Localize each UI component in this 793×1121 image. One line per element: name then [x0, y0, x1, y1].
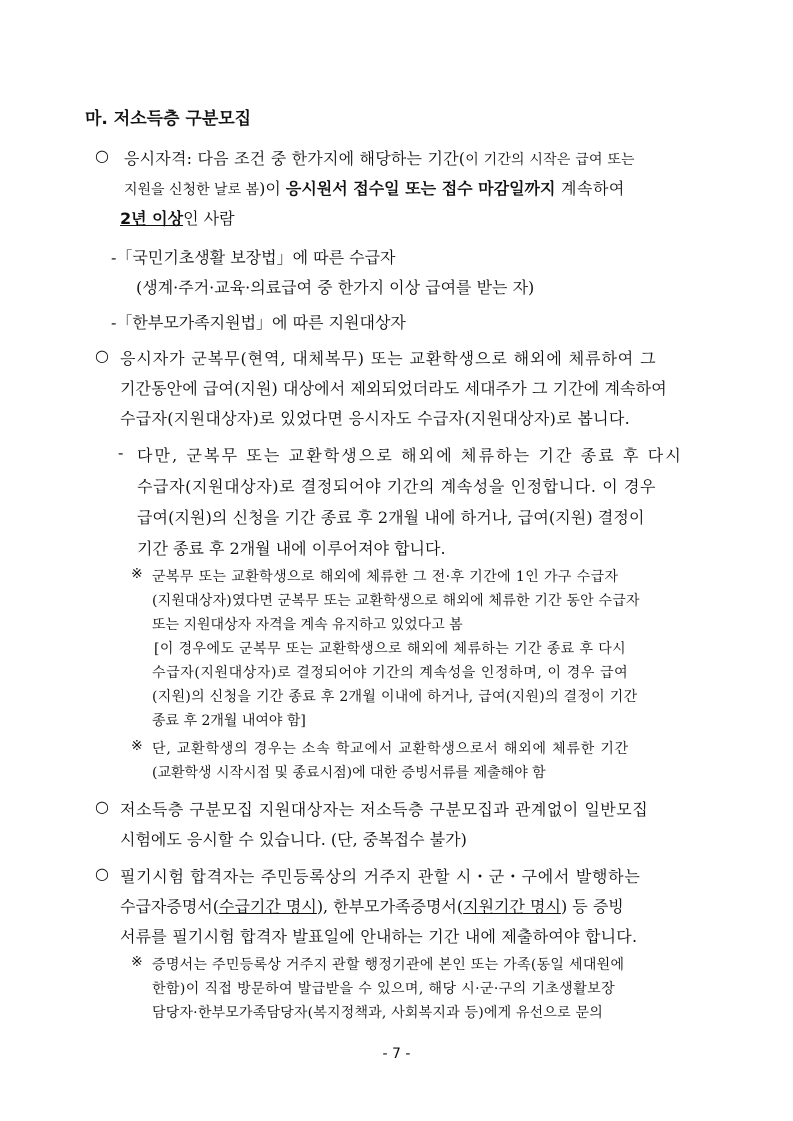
item1-line3-text: 인 사람: [183, 209, 235, 228]
item2-note1-l1: 군복무 또는 교환학생으로 해외에 체류한 그 전·후 기간에 1인 가구 수급자: [152, 569, 619, 585]
item2-note2-l2: (교환학생 시작시점 및 종료시점)에 대한 증빙서류를 제출해야 함: [152, 765, 546, 781]
item4-note-l2: 한함)이 직접 방문하여 발급받을 수 있으며, 해당 시·군·구의 기초생활보장: [152, 981, 616, 997]
item4-line2: [120, 894, 624, 917]
item2-sub1-l1: 다만, 군복무 또는 교환학생으로 해외에 체류하는 기간 종료 후 다시: [137, 446, 683, 465]
item2-note1-l7: 종료 후 2개월 내여야 함]: [152, 713, 306, 729]
item2-note1-l3: 또는 지원대상자 자격을 계속 유지하고 있었다고 봄: [152, 617, 463, 633]
item2-sub1-dash: -: [118, 443, 124, 462]
item4-line2-u1: 수급기간 명시: [218, 897, 317, 916]
item1-line2-small: 지원을 신청한 날로 봄: [124, 182, 260, 198]
note-symbol-2: ※: [131, 738, 143, 754]
item1-line2: [124, 176, 625, 199]
item1-line3-bold: 2년 이상: [120, 209, 184, 228]
item1-sub1: [111, 245, 396, 268]
item4-note-l1: 증명서는 주민등록상 거주지 관할 행정기관에 본인 또는 가족(동일 세대원에: [152, 957, 625, 973]
item4-line2-b: ), 한부모가족증명서(: [316, 897, 464, 916]
item3-line1: 저소득층 구분모집 지원대상자는 저소득층 구분모집과 관계없이 일반모집: [120, 800, 649, 819]
item2-note1-l2: (지원대상자)였다면 군복무 또는 교환학생으로 해외에 체류한 기간 동안 수급자: [152, 593, 640, 609]
item1-line1: [124, 146, 635, 169]
item1-line3: [120, 206, 235, 229]
dash-1: -: [111, 248, 117, 267]
item4-line1: 필기시험 합격자는 주민등록상의 거주지 관할 시・군・구에서 발행하는: [120, 867, 641, 886]
item1-line2-text: )이: [259, 179, 286, 198]
note-symbol-1: ※: [131, 566, 143, 582]
item1-sub2: [111, 310, 406, 333]
item4-line2-a: 수급자증명서(: [120, 897, 219, 916]
bullet-3: ○: [95, 797, 109, 816]
page-number: - 7 -: [382, 1046, 411, 1062]
item2-note1-l5: 수급자(지원대상자)로 결정되어야 기간의 계속성을 인정하며, 이 경우 급여: [152, 665, 629, 681]
section-title: 마. 저소득층 구분모집: [85, 109, 252, 129]
item2-note1-l4: [이 경우에도 군복무 또는 교환학생으로 해외에 체류하는 기간 종료 후 다시: [154, 641, 627, 657]
item1-line1-text: 응시자격: 다음 조건 중 한가지에 해당하는 기간(: [124, 149, 466, 168]
item4-line3: 서류를 필기시험 합격자 발표일에 안내하는 기간 내에 제출하여야 합니다.: [120, 927, 638, 946]
item2-line1: 응시자가 군복무(현역, 대체복무) 또는 교환학생으로 해외에 체류하여 그: [120, 349, 657, 368]
item1-line2-bold: 응시원서 접수일 또는 접수 마감일까지: [285, 179, 556, 198]
item2-line2: 기간동안에 급여(지원) 대상에서 제외되었더라도 세대주가 그 기간에 계속하여: [120, 379, 667, 398]
dash-2: -: [111, 313, 117, 332]
item2-sub1-l2: 수급자(지원대상자)로 결정되어야 기간의 계속성을 인정합니다. 이 경우: [137, 477, 657, 496]
item4-line2-u2: 지원기간 명시: [463, 897, 561, 916]
item2-sub1-l4: 기간 종료 후 2개월 내에 이루어져야 합니다.: [137, 539, 446, 558]
item1-sub1-detail: (생계·주거·교육·의료급여 중 한가지 이상 급여를 받는 자): [136, 278, 535, 297]
note-symbol-3: ※: [131, 954, 143, 970]
bullet-1: ○: [95, 146, 109, 165]
item1-line1-small: 이 기간의 시작은 급여 또는: [465, 152, 635, 168]
item2-line3: 수급자(지원대상자)로 있었다면 응시자도 수급자(지원대상자)로 봅니다.: [120, 409, 631, 428]
bullet-4: ○: [95, 864, 109, 883]
item4-line2-c: ) 등 증빙: [560, 897, 624, 916]
item2-note2-l1: 단, 교환학생의 경우는 소속 학교에서 교환학생으로서 해외에 체류한 기간: [152, 741, 629, 757]
item1-sub2-text: 「한부모가족지원법」에 따른 지원대상자: [116, 313, 406, 332]
item2-note1-l6: (지원)의 신청을 기간 종료 후 2개월 이내에 하거나, 급여(지원)의 결정이 기간: [152, 689, 638, 705]
item4-note-l3: 담당자·한부모가족담당자(복지정책과, 사회복지과 등)에게 유선으로 문의: [152, 1005, 603, 1021]
item3-line2: 시험에도 응시할 수 있습니다. (단, 중복접수 불가): [120, 830, 467, 849]
bullet-2: ○: [95, 346, 109, 365]
item1-sub1-text: 「국민기초생활 보장법」에 따른 수급자: [116, 248, 396, 267]
item2-sub1-l3: 급여(지원)의 신청을 기간 종료 후 2개월 내에 하거나, 급여(지원) 결정이: [137, 508, 645, 527]
item1-line2-tail: 계속하여: [555, 179, 625, 198]
